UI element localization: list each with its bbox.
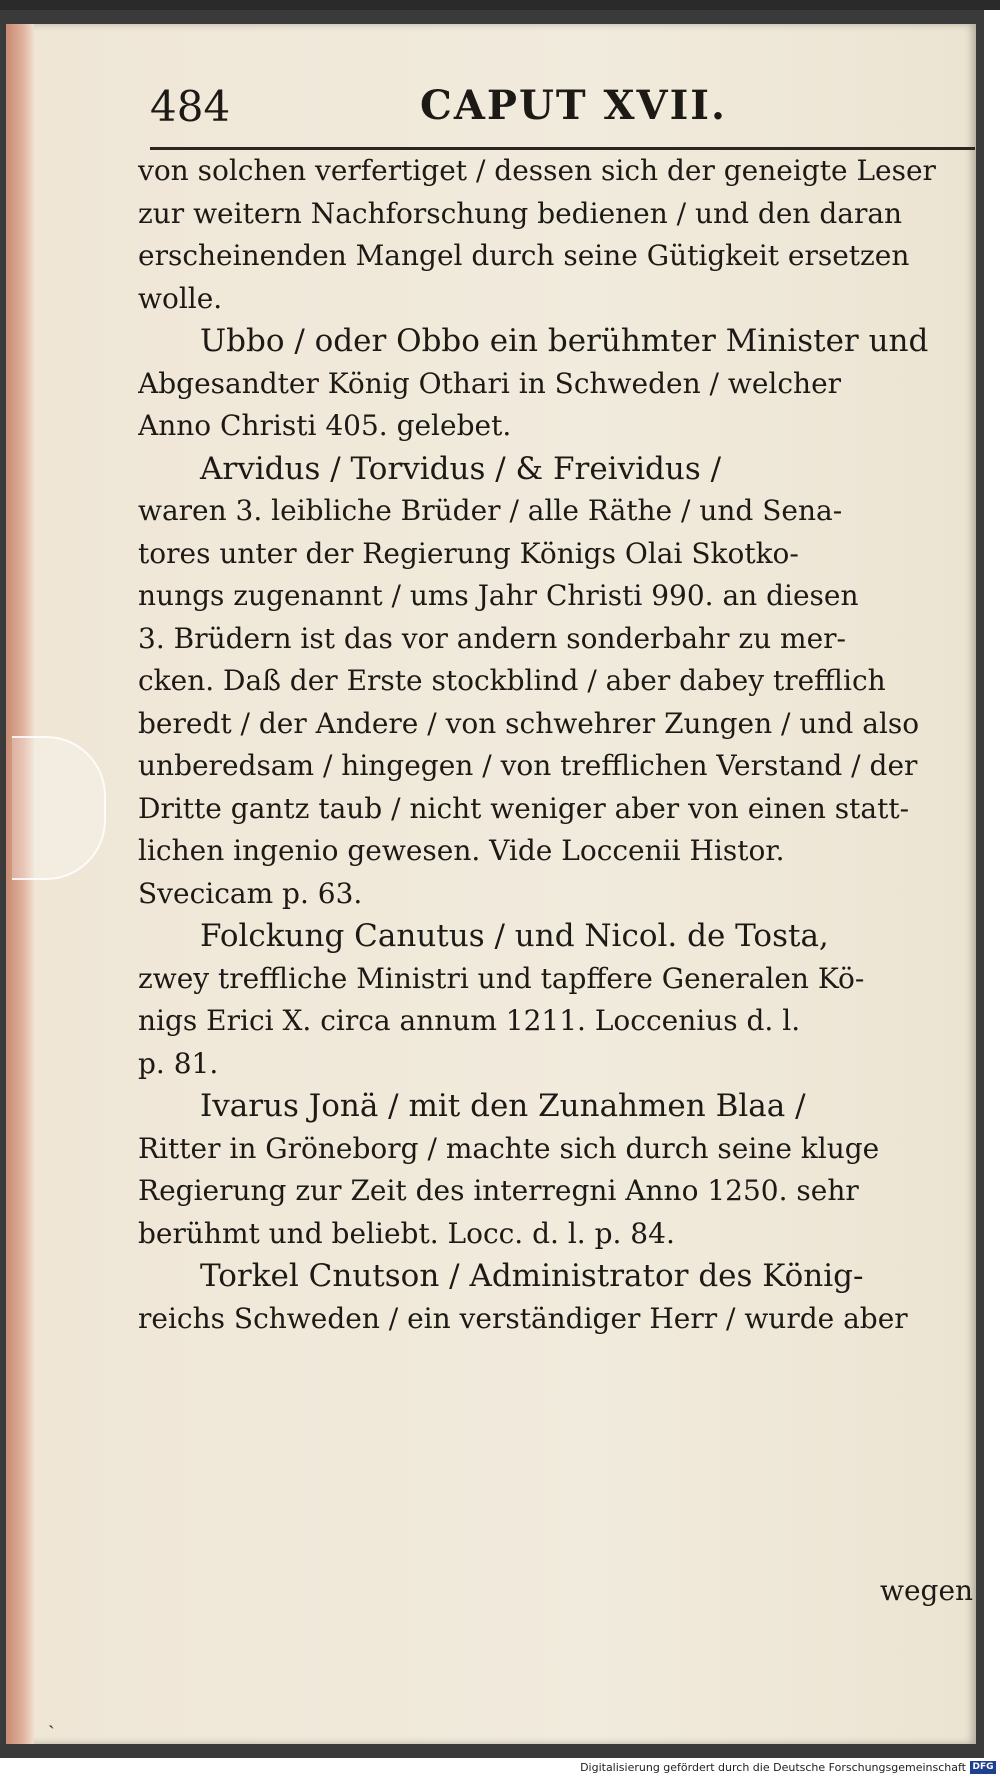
page-edge [6, 24, 34, 1744]
text-line: reichs Schweden / ein verständiger Herr / wurde aber [138, 1301, 908, 1335]
text-line: berühmt und beliebt. Locc. d. l. p. 84. [138, 1216, 675, 1250]
dfg-logo: DFG [970, 1761, 996, 1774]
text-line: Svecicam p. 63. [138, 876, 363, 910]
text-line: Dritte gantz taub / nicht weniger aber von einen statt- [138, 791, 910, 825]
catchword: wegen [880, 1574, 974, 1607]
text-line: cken. Daß der Erste stockblind / aber dabey trefflich [138, 664, 886, 697]
top-border [0, 0, 1000, 10]
text-line: beredt / der Andere / von schwehrer Zungen / und also [138, 706, 920, 740]
funding-credit: Digitalisierung gefördert durch die Deutsche Forschungsgemeinschaft [580, 1761, 966, 1774]
entry-heading-line: Ubbo / oder Obbo ein berühmter Minister und [200, 323, 929, 359]
entry-heading-line: Torkel Cnutson / Administrator des König- [200, 1258, 864, 1294]
running-head [150, 82, 960, 142]
text-line: nigs Erici X. circa annum 1211. Loccenius d. l. [138, 1004, 801, 1037]
margin-mark: ˏ [48, 1705, 55, 1729]
entry-heading-line: Folckung Canutus / und Nicol. de Tosta, [200, 918, 829, 954]
text-line: Anno Christi 405. gelebet. [138, 409, 512, 442]
footer-bar [0, 1758, 1000, 1778]
text-line: Ritter in Gröneborg / machte sich durch seine kluge [138, 1131, 880, 1165]
text-line: Regierung zur Zeit des interregni Anno 1250. sehr [138, 1174, 859, 1207]
page-number: 484 [150, 82, 231, 131]
text-line: zwey treffliche Ministri und tapffere Generalen Kö- [138, 961, 865, 995]
chapter-heading: CAPUT XVII. [420, 82, 727, 129]
entry-heading-line: Ivarus Jonä / mit den Zunahmen Blaa / [200, 1088, 806, 1124]
text-line: nungs zugenannt / ums Jahr Christi 990. an diesen [138, 579, 859, 612]
text-line: Abgesandter König Othari in Schweden / welcher [138, 366, 842, 400]
bookmark-ribbon [12, 736, 106, 880]
text-line: zur weitern Nachforschung bedienen / und den daran [138, 196, 903, 230]
text-line: wolle. [138, 281, 223, 315]
text-line: tores unter der Regierung Königs Olai Skotko- [138, 536, 799, 570]
text-line: waren 3. leibliche Brüder / alle Räthe / und Sena- [138, 494, 843, 527]
text-line: 3. Brüdern ist das vor andern sonderbahr zu mer- [138, 621, 847, 655]
text-line: p. 81. [138, 1046, 219, 1080]
text-line: erscheinenden Mangel durch seine Gütigkeit ersetzen [138, 239, 910, 272]
text-line: unberedsam / hingegen / von trefflichen Verstand / der [138, 749, 918, 782]
body-text [138, 150, 972, 1340]
text-line: lichen ingenio gewesen. Vide Loccenii Histor. [138, 834, 785, 867]
entry-heading-line: Arvidus / Torvidus / & Freividus / [200, 450, 722, 487]
text-line: von solchen verfertiget / dessen sich der geneigte Leser [138, 154, 936, 187]
